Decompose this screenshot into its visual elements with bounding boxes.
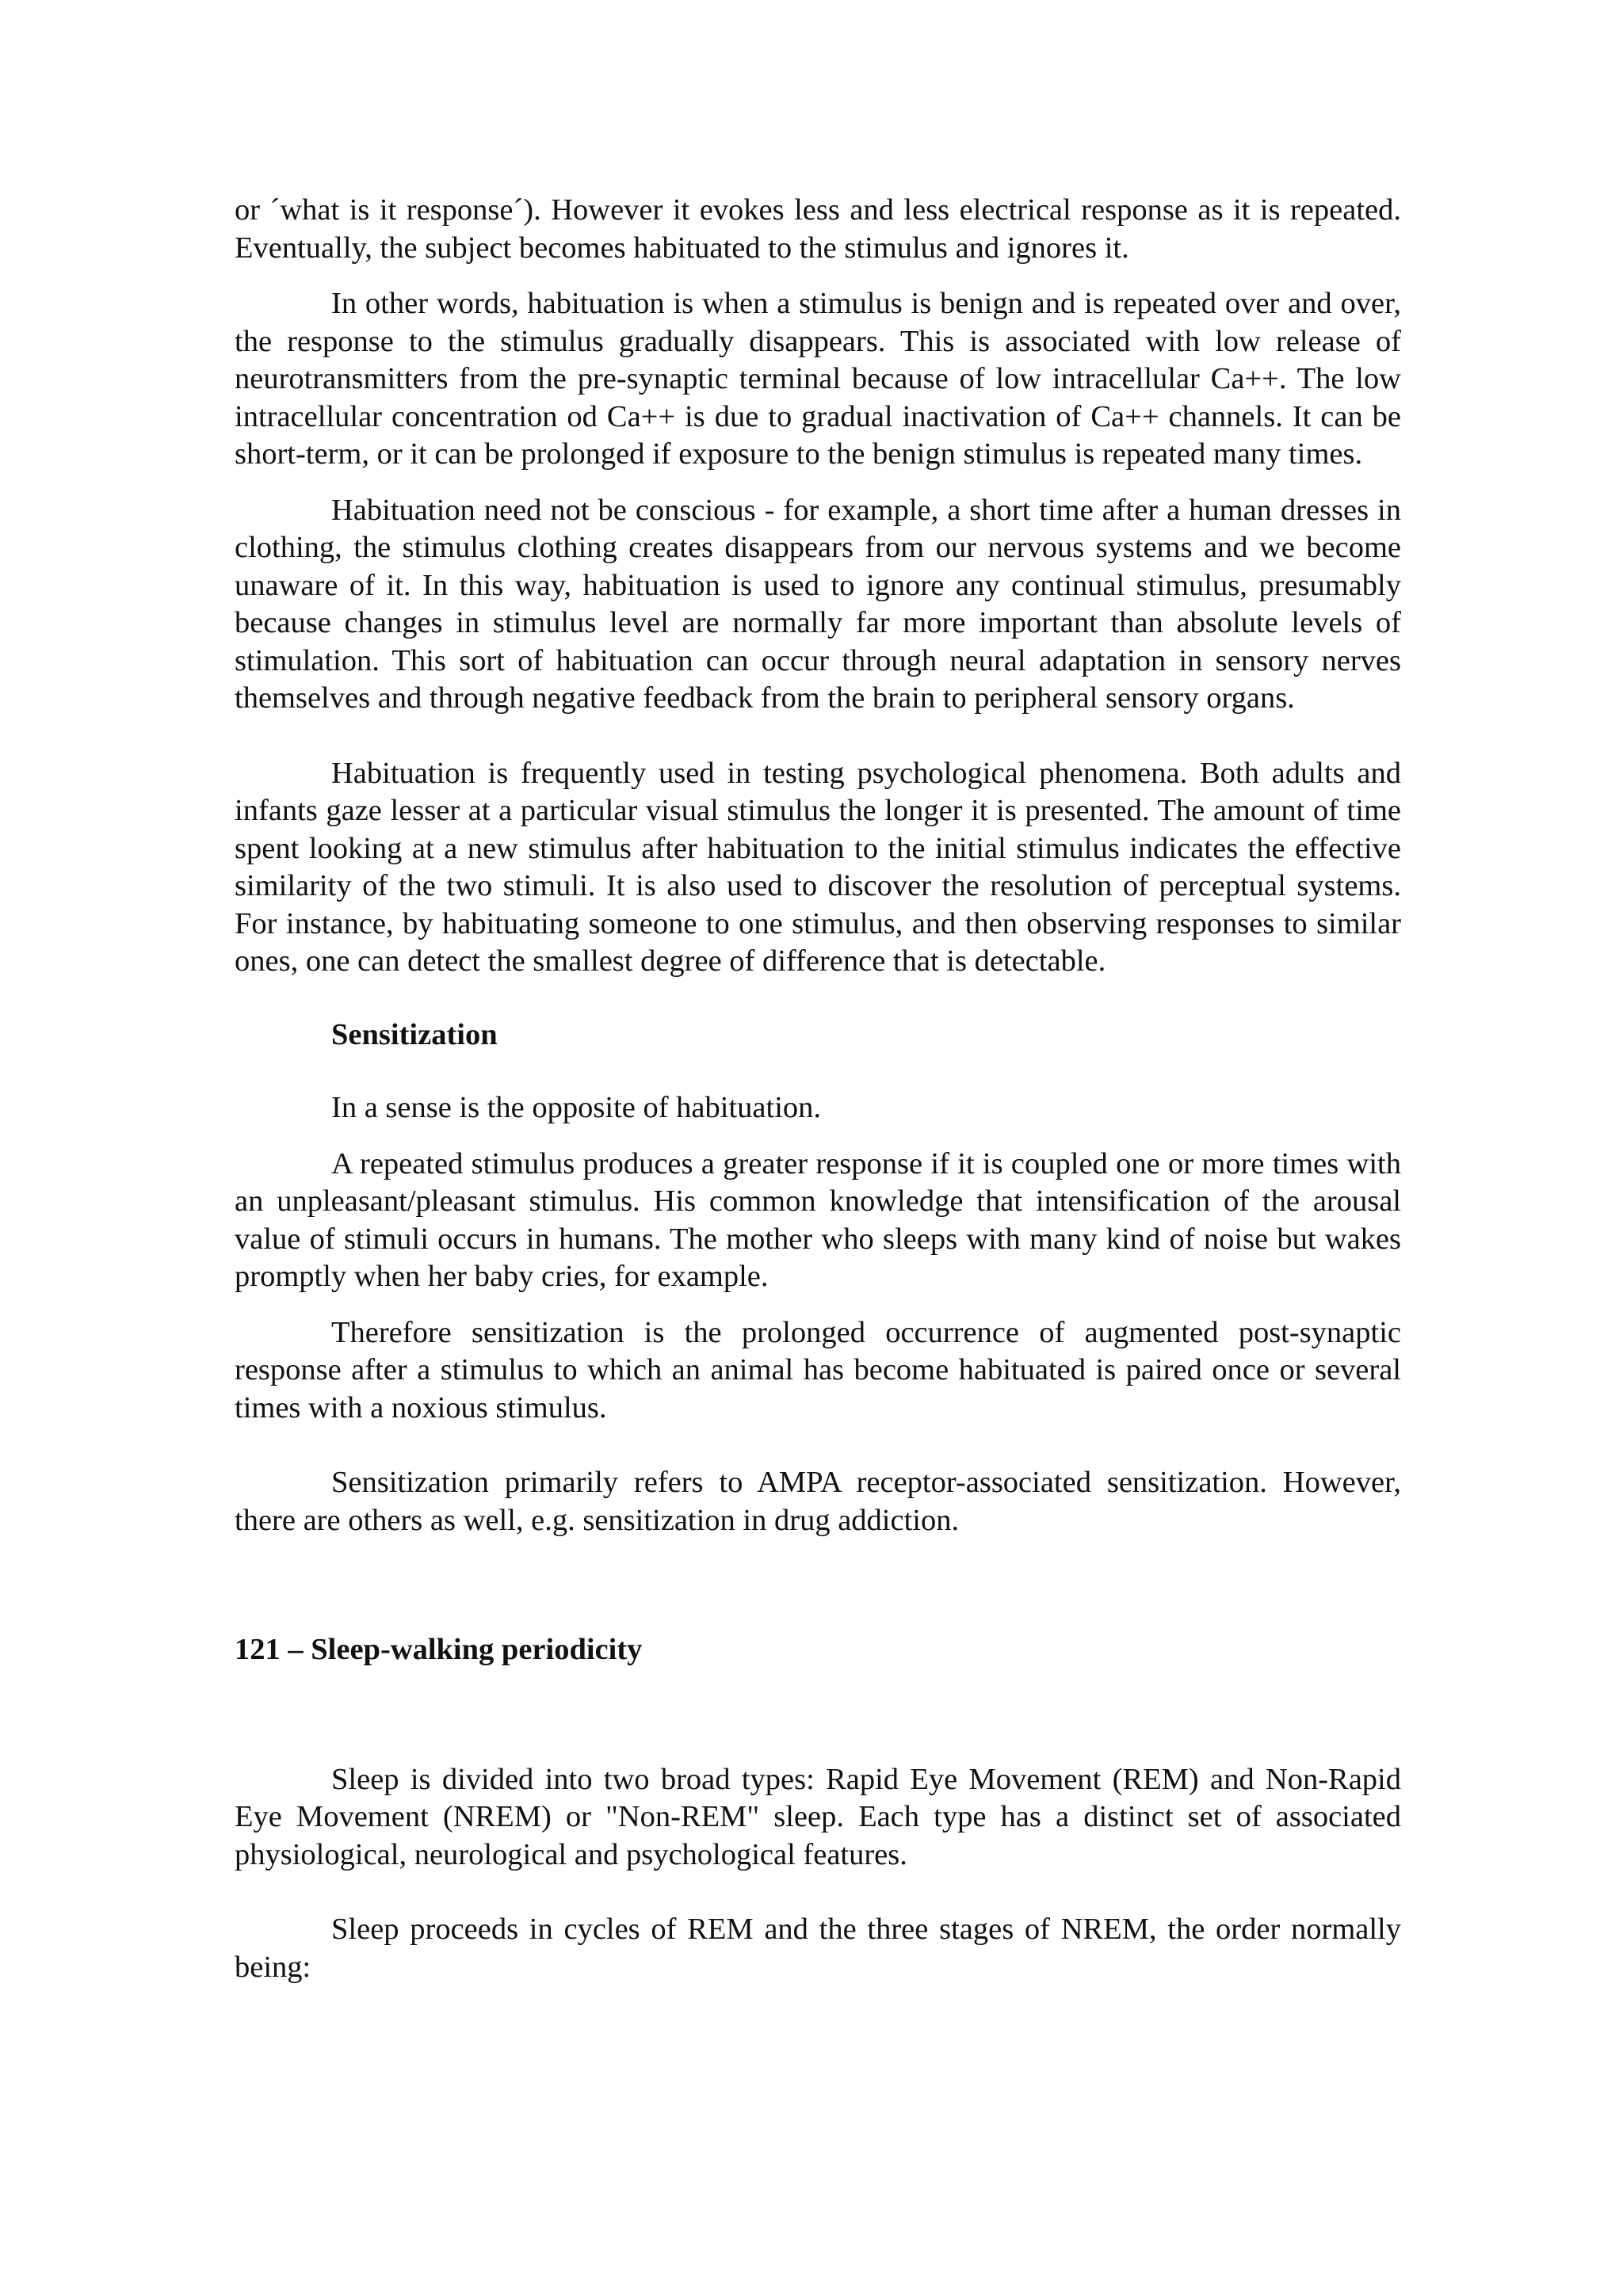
chapter-heading-sleep-walking: 121 – Sleep-walking periodicity	[235, 1633, 643, 1666]
paragraph-sensitization-therefore: Therefore sensitization is the prolonged occurrence of augmented post-synaptic response after a stimulus to which an animal has become habituated is paired once or several times with a noxious stimulus.	[235, 1315, 1401, 1425]
paragraph-sensitization-ampa: Sensitization primarily refers to AMPA receptor-associated sensitization. However, there are others as well, e.g. sensitization in drug addiction.	[235, 1466, 1401, 1537]
paragraph-sensitization-opposite: In a sense is the opposite of habituation.	[331, 1091, 822, 1124]
document-page	[235, 192, 1401, 2004]
paragraph-habituation-continued: or ´what is it response´). However it evokes less and less electrical response as it is repeated. Eventually, the subject becomes habituated to the stimulus and ignores it.	[235, 193, 1401, 265]
section-heading-sensitization: Sensitization	[331, 1017, 498, 1051]
paragraph-sensitization-repeated: A repeated stimulus produces a greater response if it is coupled one or more times with an unpleasant/pleasant stimulus. His common knowledge that intensification of the arousal value of stimuli occurs in humans. The mother who sleeps with many kind of noise but wakes promptly when her baby cries, for example.	[235, 1146, 1401, 1293]
paragraph-habituation-definition: In other words, habituation is when a stimulus is benign and is repeated over and over, the response to the stimulus gradually disappears. This is associated with low release of neurotransmitters from the pre-synaptic terminal because of low intracellular Ca++. The low intracellular concentration od Ca++ is due to gradual inactivation of Ca++ channels. It can be short-term, or it can be prolonged if exposure to the benign stimulus is repeated many times.	[235, 287, 1401, 471]
paragraph-sleep-cycles: Sleep proceeds in cycles of REM and the three stages of NREM, the order normally being:	[235, 1913, 1401, 1984]
paragraph-habituation-conscious: Habituation need not be conscious - for example, a short time after a human dresses in clothing, the stimulus clothing creates disappears from our nervous systems and we become unaware of it. In this way, habituation is used to ignore any continual stimulus, presumably because changes in stimulus level are normally far more important than absolute levels of stimulation. This sort of habituation can occur through neural adaptation in sensory nerves themselves and through negative feedback from the brain to peripheral sensory organs.	[235, 493, 1401, 715]
paragraph-habituation-testing: Habituation is frequently used in testing psychological phenomena. Both adults and infants gaze lesser at a particular visual stimulus the longer it is presented. The amount of time spent looking at a new stimulus after habituation to the initial stimulus indicates the effective similarity of the two stimuli. It is also used to discover the resolution of perceptual systems. For instance, by habituating someone to one stimulus, and then observing responses to similar ones, one can detect the smallest degree of difference that is detectable.	[235, 756, 1401, 978]
paragraph-sleep-types: Sleep is divided into two broad types: Rapid Eye Movement (REM) and Non-Rapid Eye Movement (NREM) or "Non-REM" sleep. Each type has a distinct set of associated physiological, neurological and psychological features.	[235, 1762, 1401, 1871]
